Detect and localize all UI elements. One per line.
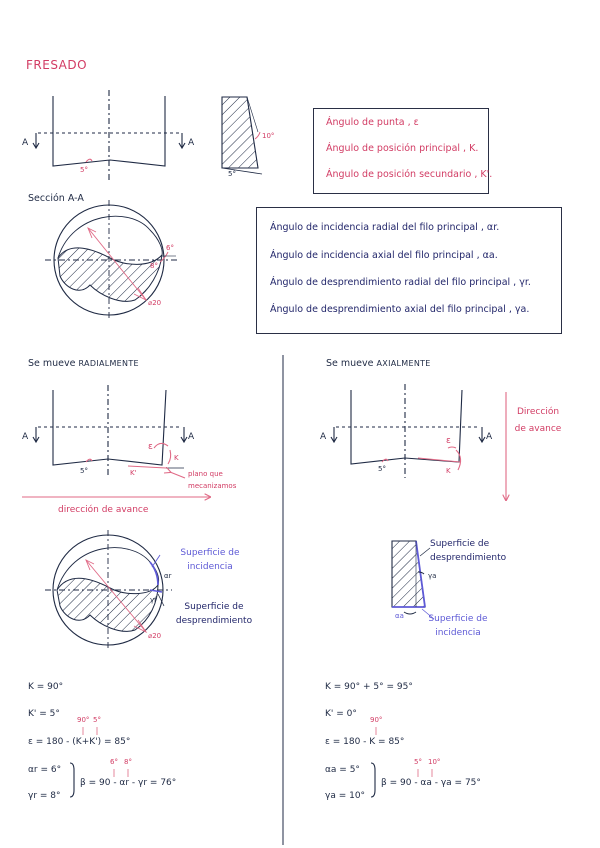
right-bracket [371, 763, 375, 797]
formula-alpha-r: αr = 6° [28, 765, 62, 775]
formula-beta: β = 90 - αr - γr = 76° [80, 778, 177, 788]
section-mark-a-right: A [188, 138, 195, 148]
note-5: 5° [414, 758, 422, 766]
angle-label: 10° [262, 132, 275, 140]
note-90: 90° [77, 716, 90, 724]
section-mark-a-left: A [22, 138, 29, 148]
formula-alpha-a: αa = 5° [325, 765, 360, 775]
gamma-r-label: γr [150, 596, 158, 604]
left-heading: Se mueve RADIALMENTE [28, 358, 139, 369]
formula-epsilon: ε = 180 - K = 85° [325, 737, 405, 747]
angle-label: 5° [80, 166, 88, 174]
formula-gamma-a: γa = 10° [325, 791, 366, 801]
angle-label: 5° [228, 170, 236, 178]
left-bracket [70, 763, 74, 797]
epsilon-label: ε [148, 442, 153, 452]
k-prime-label: K' [130, 469, 137, 477]
page-title: FRESADO [26, 58, 88, 72]
right-heading: Se mueve AXIALMENTE [326, 358, 431, 369]
box1-line: Ángulo de posición principal , K. [326, 143, 479, 154]
k-label: K [446, 467, 451, 475]
box1-line: Ángulo de posición secundario , K'. [326, 169, 493, 180]
formula-beta: β = 90 - αa - γa = 75° [381, 778, 481, 788]
note-6: 6° [110, 758, 118, 766]
plano-note: plano que mecanizamos [188, 470, 237, 490]
sup-incidencia-label: Superficie de incidencia [180, 548, 240, 572]
note-10: 10° [428, 758, 441, 766]
section-mark-a-right: A [188, 432, 195, 442]
direction-label: dirección de avance [58, 505, 149, 515]
direction-label: Dirección de avance [514, 407, 562, 434]
box2-line: Ángulo de desprendimiento radial del filo principal , γr. [270, 277, 531, 288]
right-insert-profile [392, 541, 437, 619]
sup-desprendimiento-label: Superficie de desprendimiento [175, 602, 253, 626]
box1-line: Ángulo de punta , ε [326, 117, 419, 128]
angle-label: 6° [166, 244, 174, 252]
sup-desprendimiento-label: Superficie de desprendimiento [430, 539, 507, 563]
section-mark-a-right: A [486, 432, 493, 442]
note-5: 5° [93, 716, 101, 724]
angle-label: 5° [80, 467, 88, 475]
formula-k-prime: K' = 5° [28, 709, 60, 719]
k-label: K [174, 454, 179, 462]
right-tool-profile [331, 384, 485, 478]
angle-label: 5° [378, 465, 386, 473]
section-mark-a-left: A [320, 432, 327, 442]
alpha-r-label: αr [164, 572, 172, 580]
box2-line: Ángulo de incidencia axial del filo principal , αa. [270, 250, 498, 261]
formula-arrows [83, 727, 432, 777]
formula-k: K = 90° + 5° = 95° [325, 682, 413, 692]
formula-k: K = 90° [28, 682, 64, 692]
note-8: 8° [124, 758, 132, 766]
top-tool-profile [33, 90, 185, 180]
formula-epsilon: ε = 180 - (K+K') = 85° [28, 737, 131, 747]
epsilon-label: ε [446, 436, 451, 446]
section-title: Sección A-A [28, 193, 84, 204]
sup-incidencia-label: Superficie de incidencia [428, 614, 488, 638]
box2-line: Ángulo de incidencia radial del filo principal , αr. [270, 222, 500, 233]
section-mark-a-left: A [22, 432, 29, 442]
angle-label: 8° [150, 262, 158, 270]
formula-k-prime: K' = 0° [325, 709, 357, 719]
diameter-label: ⌀20 [148, 299, 162, 307]
gamma-a-label: γa [428, 572, 437, 580]
box2-line: Ángulo de desprendimiento axial del filo principal , γa. [270, 304, 530, 315]
note-90: 90° [370, 716, 383, 724]
diameter-label: ⌀20 [148, 632, 162, 640]
alpha-a-label: αa [395, 612, 404, 620]
left-tool-profile [33, 385, 187, 478]
formula-gamma-r: γr = 8° [28, 791, 61, 801]
top-insert-profile [222, 97, 262, 174]
